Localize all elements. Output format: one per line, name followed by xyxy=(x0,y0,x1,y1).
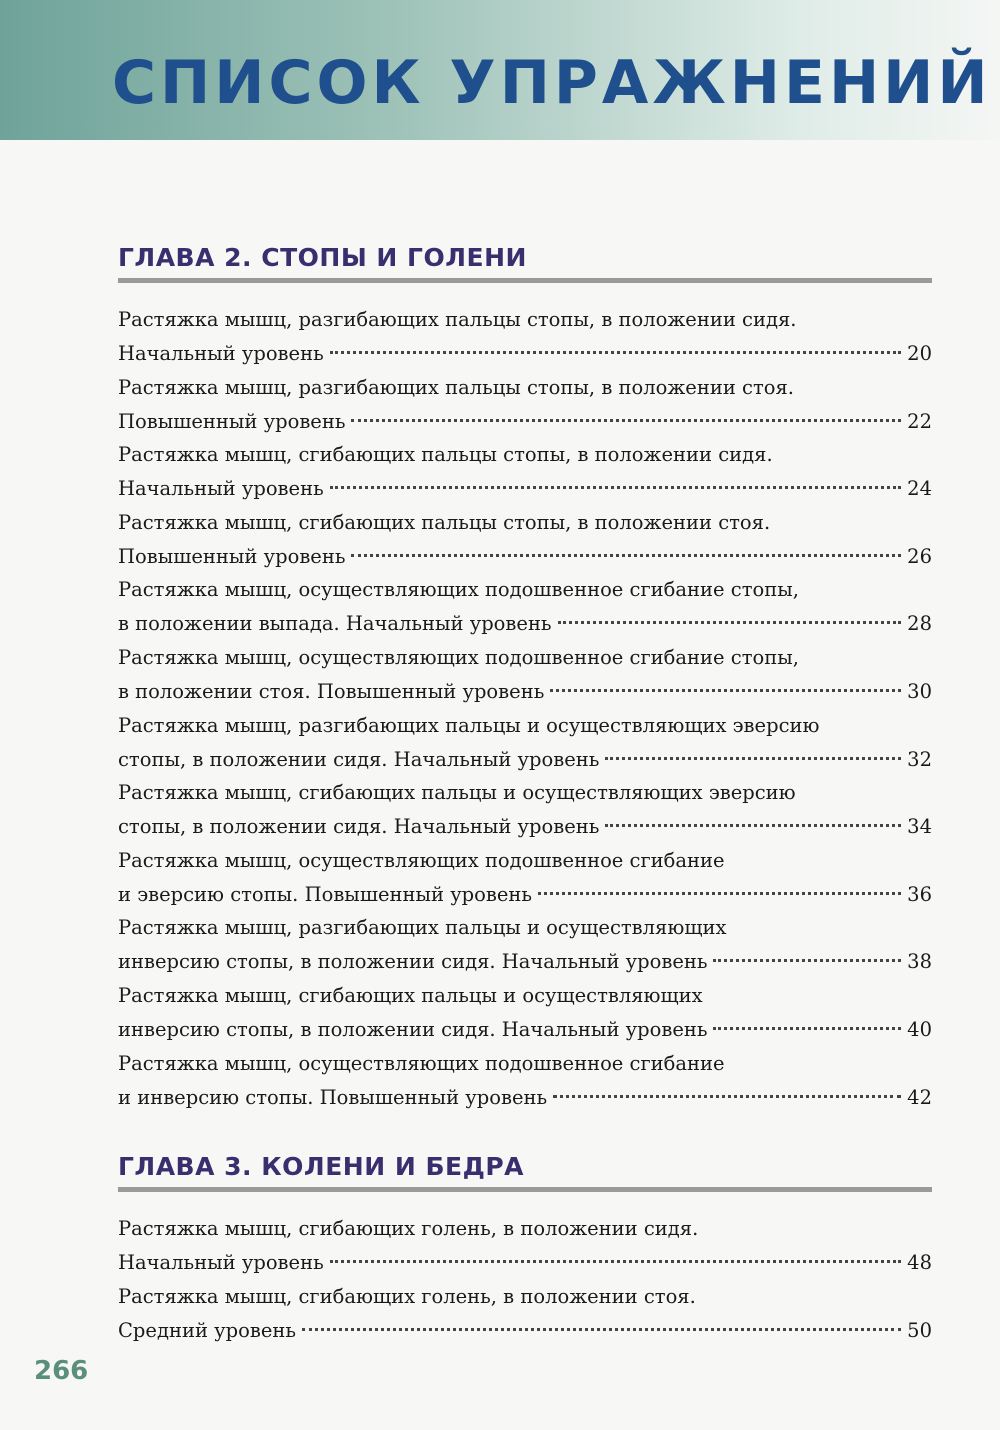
dot-leader xyxy=(351,553,901,557)
toc-entry-page: 32 xyxy=(907,747,932,771)
toc-entry-title-line2: стопы, в положении сидя. Начальный уровень xyxy=(118,747,600,771)
toc-entry-title-line1: Растяжка мышц, сгибающих пальцы и осуществляющих эверсию xyxy=(118,781,796,805)
toc-entry[interactable] xyxy=(118,911,932,979)
toc-entry-title-line2: в положении выпада. Начальный уровень xyxy=(118,612,552,636)
page-number: 266 xyxy=(34,1356,89,1386)
toc-entry-page: 28 xyxy=(907,612,932,636)
toc-entry-title-line2: инверсию стопы, в положении сидя. Начальный уровень xyxy=(118,1017,708,1041)
toc-entry-page: 42 xyxy=(907,1085,932,1109)
dot-leader xyxy=(351,418,901,422)
dot-leader xyxy=(330,1259,901,1263)
toc-entry-page: 34 xyxy=(907,815,932,839)
chapter-divider xyxy=(118,278,932,283)
toc-entry-title-line1: Растяжка мышц, разгибающих пальцы стопы, в положении стоя. xyxy=(118,375,794,399)
dot-leader xyxy=(713,958,901,962)
chapter-title: ГЛАВА 3. КОЛЕНИ И БЕДРА xyxy=(118,1152,525,1181)
toc-entry[interactable] xyxy=(118,438,932,506)
dot-leader xyxy=(538,891,901,895)
toc-entry-page: 30 xyxy=(907,679,932,703)
chapter-2-entries xyxy=(118,303,932,1114)
dot-leader xyxy=(330,350,901,354)
dot-leader xyxy=(553,1094,901,1098)
toc-entry-page: 22 xyxy=(907,409,932,433)
toc-entry[interactable] xyxy=(118,979,932,1047)
toc-entry[interactable] xyxy=(118,506,932,574)
toc-entry[interactable] xyxy=(118,1212,932,1280)
toc-entry[interactable] xyxy=(118,1047,932,1115)
dot-leader xyxy=(713,1026,901,1030)
dot-leader xyxy=(605,756,901,760)
toc-entry-title-line2: Повышенный уровень xyxy=(118,544,346,568)
toc-entry[interactable] xyxy=(118,641,932,709)
toc-entry[interactable] xyxy=(118,776,932,844)
toc-entry[interactable] xyxy=(118,844,932,912)
dot-leader xyxy=(558,620,902,624)
toc-entry-title-line1: Растяжка мышц, осуществляющих подошвенное сгибание стопы, xyxy=(118,578,799,602)
dot-leader xyxy=(302,1327,901,1331)
toc-entry[interactable] xyxy=(118,709,932,777)
toc-entry[interactable] xyxy=(118,1280,932,1348)
toc-entry-title-line2: Повышенный уровень xyxy=(118,409,346,433)
toc-entry-page: 20 xyxy=(907,342,932,365)
toc-entry-title-line2: и инверсию стопы. Повышенный уровень xyxy=(118,1085,548,1109)
title-banner xyxy=(0,0,1000,140)
toc-entry-page: 48 xyxy=(907,1251,932,1274)
toc-entry-page: 24 xyxy=(907,477,932,501)
toc-entry-page: 36 xyxy=(907,882,932,906)
toc-entry-page: 38 xyxy=(907,950,932,974)
toc-entry-title-line1: Растяжка мышц, разгибающих пальцы и осуществляющих xyxy=(118,916,727,940)
toc-entry[interactable] xyxy=(118,303,932,371)
toc-entry-title-line2: стопы, в положении сидя. Начальный уровень xyxy=(118,815,600,839)
toc-entry-title-line2: в положении стоя. Повышенный уровень xyxy=(118,679,545,703)
toc-entry-title-line2: Начальный уровень xyxy=(118,477,324,501)
toc-entry-page: 26 xyxy=(907,544,932,568)
toc-entry-page: 40 xyxy=(907,1017,932,1041)
toc-entry-title-line1: Растяжка мышц, сгибающих пальцы и осуществляющих xyxy=(118,983,703,1007)
toc-entry-title-line1: Растяжка мышц, сгибающих пальцы стопы, в положении стоя. xyxy=(118,510,771,534)
toc-entry-title-line1: Растяжка мышц, осуществляющих подошвенное сгибание xyxy=(118,1051,725,1075)
toc-entry-page: 50 xyxy=(907,1318,932,1342)
toc-entry-title-line2: и эверсию стопы. Повышенный уровень xyxy=(118,882,533,906)
toc-entry-title-line1: Растяжка мышц, осуществляющих подошвенное сгибание стопы, xyxy=(118,645,799,669)
toc-entry-title-line2: Средний уровень xyxy=(118,1318,296,1342)
toc-entry-title-line1: Растяжка мышц, осуществляющих подошвенное сгибание xyxy=(118,848,725,872)
chapter-title: ГЛАВА 2. СТОПЫ И ГОЛЕНИ xyxy=(118,243,527,272)
chapter-3-heading xyxy=(118,1152,932,1192)
toc-entry-title-line2: инверсию стопы, в положении сидя. Начальный уровень xyxy=(118,950,708,974)
toc-entry-title-line2: Начальный уровень xyxy=(118,1251,324,1274)
dot-leader xyxy=(605,823,901,827)
toc-entry-title-line2: Начальный уровень xyxy=(118,342,324,365)
toc-entry-title-line1: Растяжка мышц, сгибающих голень, в положении стоя. xyxy=(118,1284,696,1308)
chapter-3-entries xyxy=(118,1212,932,1347)
chapter-divider xyxy=(118,1187,932,1192)
page-title: СПИСОК УПРАЖНЕНИЙ xyxy=(112,48,992,118)
dot-leader xyxy=(330,485,901,489)
chapter-2-heading xyxy=(118,243,932,283)
toc-entry-title-line1: Растяжка мышц, сгибающих пальцы стопы, в положении сидя. xyxy=(118,443,773,467)
toc-entry-title-line1: Растяжка мышц, разгибающих пальцы и осуществляющих эверсию xyxy=(118,713,820,737)
toc-entry[interactable] xyxy=(118,573,932,641)
toc-entry-title-line1: Растяжка мышц, сгибающих голень, в положении сидя. xyxy=(118,1217,699,1240)
toc-entry-title-line1: Растяжка мышц, разгибающих пальцы стопы, в положении сидя. xyxy=(118,308,797,331)
dot-leader xyxy=(550,688,901,692)
toc-entry[interactable] xyxy=(118,371,932,439)
